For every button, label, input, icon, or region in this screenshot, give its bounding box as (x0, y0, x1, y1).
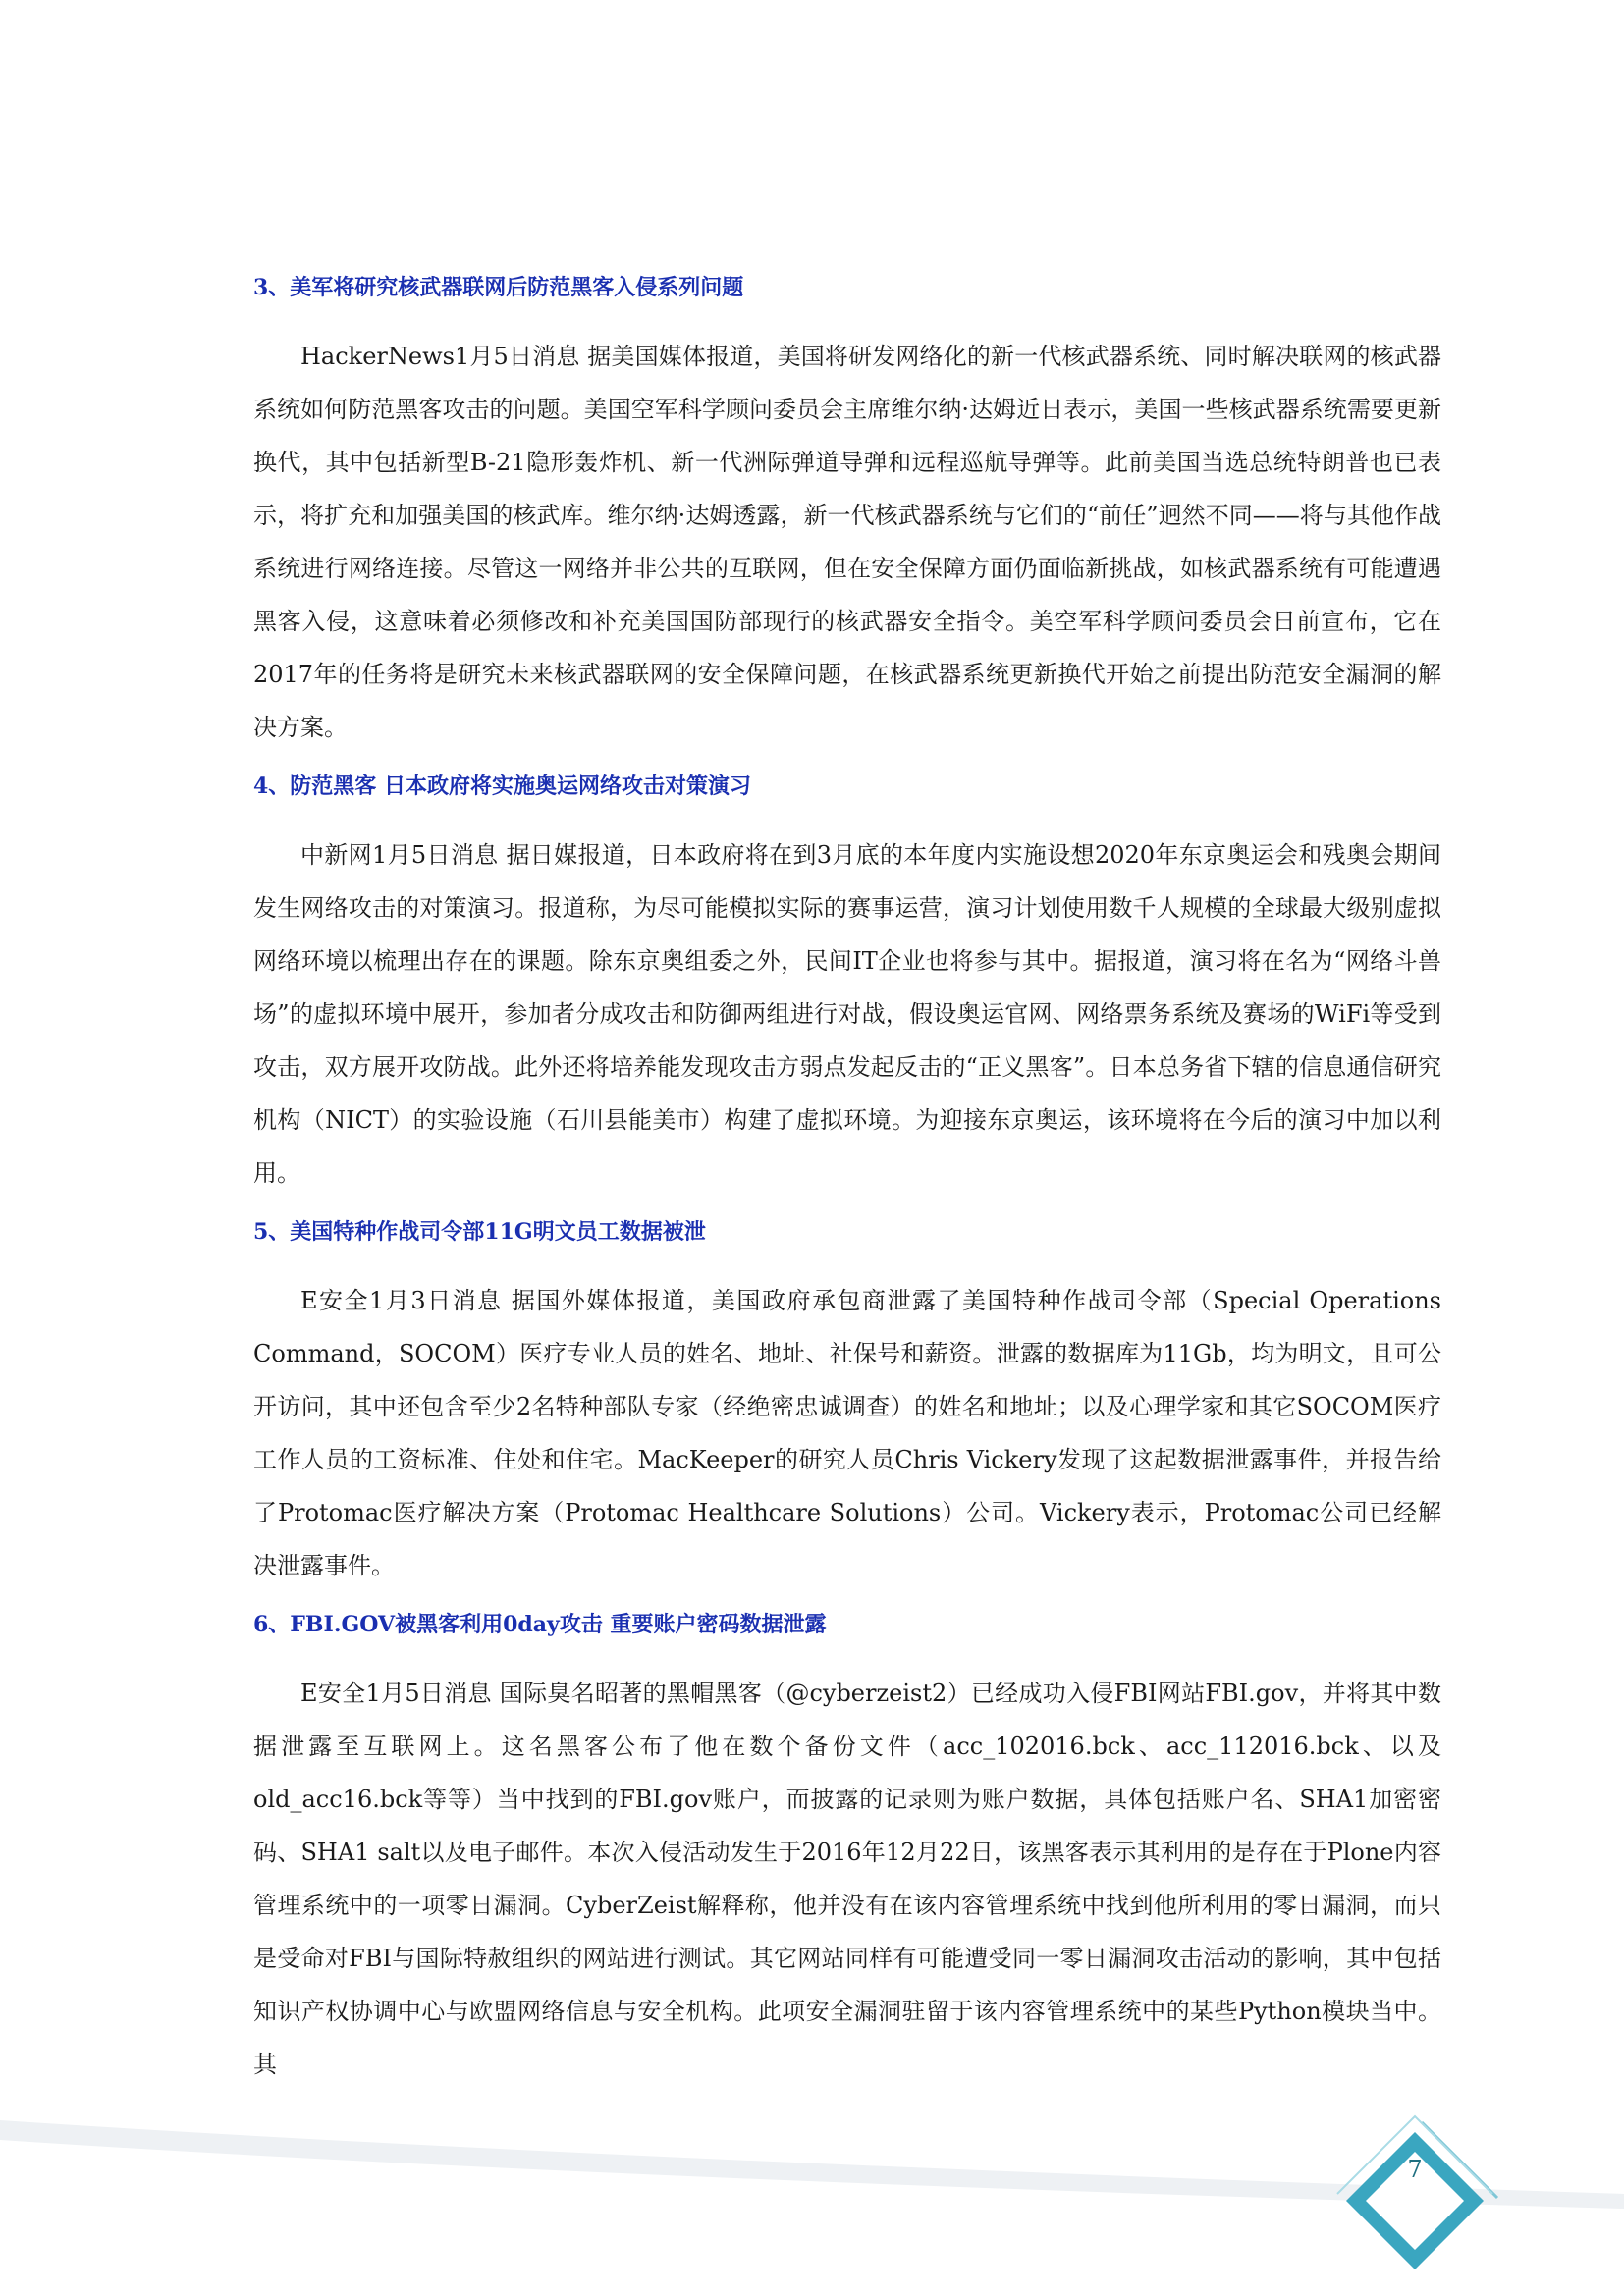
section-5-body: E安全1月3日消息 据国外媒体报道，美国政府承包商泄露了美国特种作战司令部（Special Operations Command，SOCOM）医疗专业人员的姓名、地址、社保号和薪资。泄露的数据库为11Gb，均为明文，且可公开访问，其中还包含至少2名特种部队专家（经绝密忠诚调查）的姓名和地址；以及心理学家和其它SOCOM医疗工作人员的工资标准、住处和住宅。MacKeeper的研究人员Chris Vickery发现了这起数据泄露事件，并报告给了Protomac医疗解决方案（Protomac Healthcare Solutions）公司。Vickery表示，Protomac公司已经解决泄露事件。 (253, 1287, 1441, 1579)
section-3-body: HackerNews1月5日消息 据美国媒体报道，美国将研发网络化的新一代核武器系统、同时解决联网的核武器系统如何防范黑客攻击的问题。美国空军科学顾问委员会主席维尔纳·达姆近日表示，美国一些核武器系统需要更新换代，其中包括新型B-21隐形轰炸机、新一代洲际弹道导弹和远程巡航导弹等。此前美国当选总统特朗普也已表示，将扩充和加强美国的核武库。维尔纳·达姆透露，新一代核武器系统与它们的“前任”迥然不同——将与其他作战系统进行网络连接。尽管这一网络并非公共的互联网，但在安全保障方面仍面临新挑战，如核武器系统有可能遭遇黑客入侵，这意味着必须修改和补充美国国防部现行的核武器安全指令。美空军科学顾问委员会日前宣布，它在2017年的任务将是研究未来核武器联网的安全保障问题，在核武器系统更新换代开始之前提出防范安全漏洞的解决方案。 (253, 343, 1441, 741)
article-content (253, 267, 1441, 2103)
section-5-title: 5、美国特种作战司令部11G明文员工数据被泄 (253, 1219, 706, 1245)
footer-decoration (0, 2101, 1624, 2296)
section-6-title: 6、FBI.GOV被黑客利用0day攻击 重要账户密码数据泄露 (253, 1612, 827, 1637)
section-4-body: 中新网1月5日消息 据日媒报道，日本政府将在到3月底的本年度内实施设想2020年东京奥运会和残奥会期间发生网络攻击的对策演习。报道称，为尽可能模拟实际的赛事运营，演习计划使用数千人规模的全球最大级别虚拟网络环境以梳理出存在的课题。除东京奥组委之外，民间IT企业也将参与其中。据报道，演习将在名为“网络斗兽场”的虚拟环境中展开，参加者分成攻击和防御两组进行对战，假设奥运官网、网络票务系统及赛场的WiFi等受到攻击，双方展开攻防战。此外还将培养能发现攻击方弱点发起反击的“正义黑客”。日本总务省下辖的信息通信研究机构（NICT）的实验设施（石川县能美市）构建了虚拟环境。为迎接东京奥运，该环境将在今后的演习中加以利用。 (253, 841, 1441, 1187)
page-number: 7 (1407, 2156, 1423, 2183)
section-6-body: E安全1月5日消息 国际臭名昭著的黑帽黑客（@cyberzeist2）已经成功入侵FBI网站FBI.gov，并将其中数据泄露至互联网上。这名黑客公布了他在数个备份文件（acc_102016.bck、acc_112016.bck、以及old_acc16.bck等等）当中找到的FBI.gov账户，而披露的记录则为账户数据，具体包括账户名、SHA1加密密码、SHA1 salt以及电子邮件。本次入侵活动发生于2016年12月22日，该黑客表示其利用的是存在于Plone内容管理系统中的一项零日漏洞。CyberZeist解释称，他并没有在该内容管理系统中找到他所利用的零日漏洞，而只是受命对FBI与国际特赦组织的网站进行测试。其它网站同样有可能遭受同一零日漏洞攻击活动的影响，其中包括知识产权协调中心与欧盟网络信息与安全机构。此项安全漏洞驻留于该内容管理系统中的某些Python模块当中。其 (253, 1680, 1441, 2078)
section-3-title: 3、美军将研究核武器联网后防范黑客入侵系列问题 (253, 275, 744, 300)
section-4-title: 4、防范黑客 日本政府将实施奥运网络攻击对策演习 (253, 774, 751, 799)
